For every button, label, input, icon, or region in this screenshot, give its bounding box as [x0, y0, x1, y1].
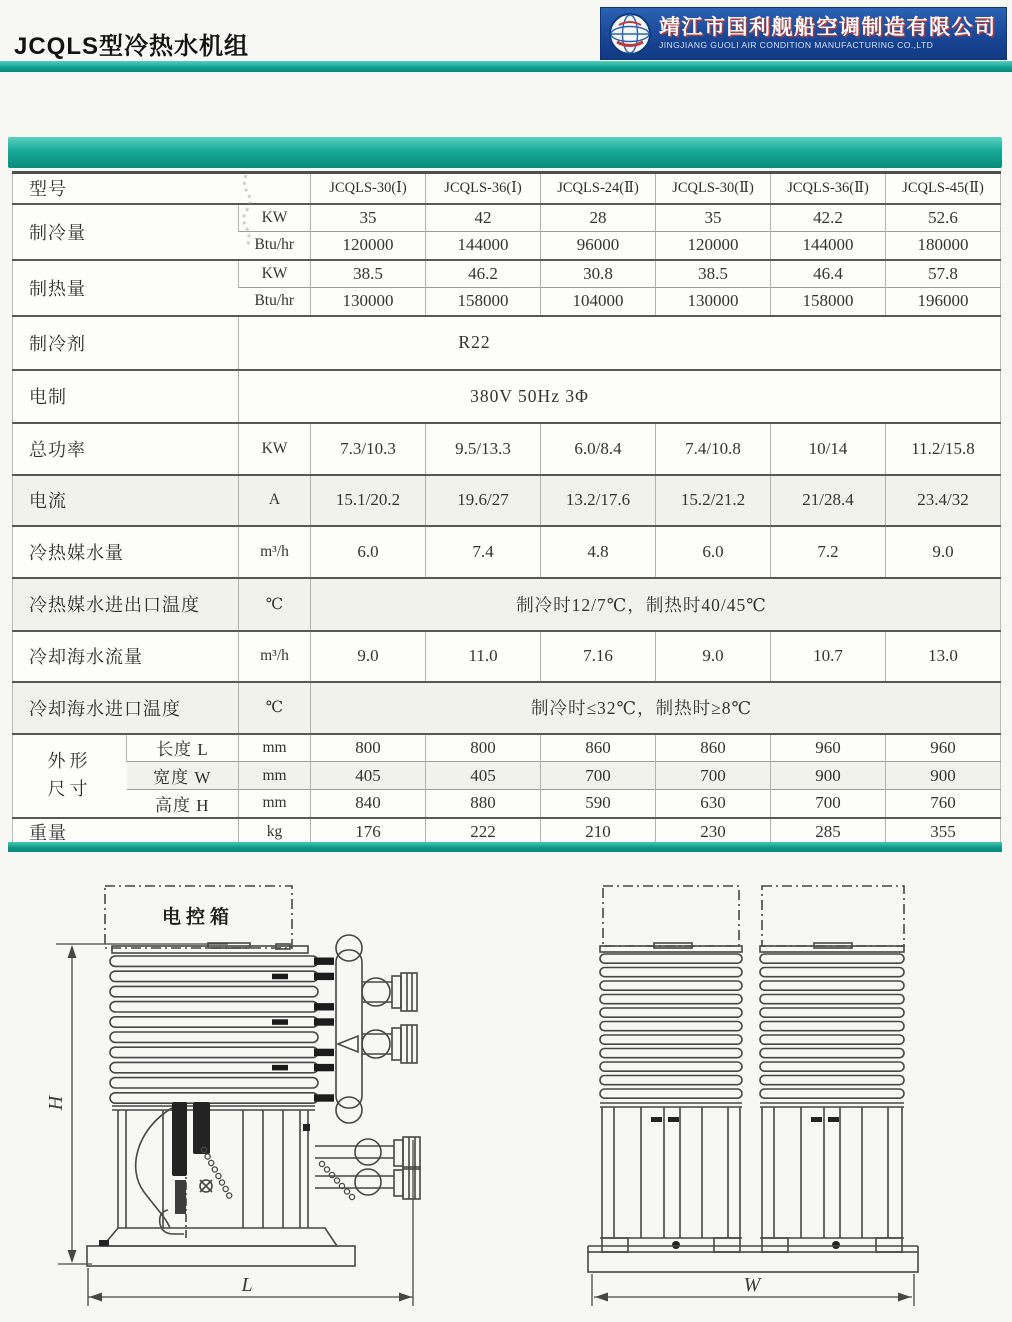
table-row	[13, 578, 1001, 631]
unit-cell: mm	[239, 734, 311, 762]
value-cell: 13.0	[886, 631, 1001, 682]
row-label: 制冷量	[13, 204, 239, 260]
chain-detail	[319, 1161, 354, 1199]
value-cell: 28	[541, 204, 656, 232]
row-label: 冷热媒水量	[13, 526, 239, 578]
company-logo-globe	[607, 11, 653, 57]
merged-value: R22	[239, 316, 1001, 370]
dimension-name: 高度 H	[127, 790, 239, 818]
table-row	[13, 204, 1001, 232]
value-cell: 15.1/20.2	[311, 475, 426, 526]
base-plate-lower	[87, 1246, 355, 1266]
model-header: JCQLS-30(Ⅱ)	[656, 173, 771, 204]
model-header: JCQLS-24(Ⅱ)	[541, 173, 656, 204]
table-row	[13, 316, 1001, 370]
value-cell: 11.2/15.8	[886, 423, 1001, 475]
value-cell: 23.4/32	[886, 475, 1001, 526]
value-cell: 800	[311, 734, 426, 762]
dim-label-w: W	[743, 1274, 761, 1296]
row-label: 重量	[13, 818, 239, 847]
value-cell: 7.16	[541, 631, 656, 682]
value-cell: 7.2	[771, 526, 886, 578]
company-banner	[600, 7, 1007, 60]
value-cell: 210	[541, 818, 656, 847]
table-row	[13, 762, 1001, 790]
scan-artifact	[236, 173, 256, 251]
value-cell: 405	[311, 762, 426, 790]
value-cell: 6.0	[311, 526, 426, 578]
unit-cell: Btu/hr	[239, 288, 311, 316]
base-plate-upper	[103, 1228, 337, 1246]
value-cell: 144000	[426, 232, 541, 260]
value-cell: 222	[426, 818, 541, 847]
row-label: 冷却海水进口温度	[13, 682, 239, 734]
table-row	[13, 173, 1001, 204]
frame-legs	[602, 1107, 902, 1238]
value-cell: 38.5	[311, 260, 426, 288]
unit-cell: KW	[239, 423, 311, 475]
value-cell: 15.2/21.2	[656, 475, 771, 526]
dim-label-h: H	[45, 1095, 67, 1111]
unit-cell: ℃	[239, 682, 311, 734]
value-cell: 405	[426, 762, 541, 790]
unit-cell: mm	[239, 762, 311, 790]
row-label: 总功率	[13, 423, 239, 475]
unit-cell: ℃	[239, 578, 311, 631]
value-cell: 7.4	[426, 526, 541, 578]
teal-band-above-table	[8, 137, 1002, 168]
teal-divider-top	[0, 61, 1012, 72]
spec-table	[12, 171, 1001, 848]
row-label: 冷热媒水进出口温度	[13, 578, 239, 631]
control-box-label: 电控箱	[161, 907, 235, 928]
technical-drawings	[0, 862, 1012, 1322]
value-cell: 6.0/8.4	[541, 423, 656, 475]
table-row	[13, 260, 1001, 288]
spec-table-wrap	[12, 171, 1000, 848]
row-label: 制热量	[13, 260, 239, 316]
value-cell: 19.6/27	[426, 475, 541, 526]
value-cell: 196000	[886, 288, 1001, 316]
value-cell: 57.8	[886, 260, 1001, 288]
value-cell: 6.0	[656, 526, 771, 578]
page-title: JCQLS型冷热水机组	[14, 33, 250, 60]
coil-tubes-front	[600, 954, 904, 1098]
value-cell: 52.6	[886, 204, 1001, 232]
table-row	[13, 526, 1001, 578]
value-cell: 46.4	[771, 260, 886, 288]
value-cell: 760	[886, 790, 1001, 818]
value-cell: 700	[541, 762, 656, 790]
front-view-drawing	[588, 886, 918, 1272]
value-cell: 7.4/10.8	[656, 423, 771, 475]
side-view-dimensions	[56, 944, 413, 1306]
teal-divider-bottom	[8, 842, 1002, 852]
value-cell: 10/14	[771, 423, 886, 475]
company-name-en: JINGJIANG GUOLI AIR CONDITION MANUFACTURING CO.,LTD	[659, 40, 934, 51]
row-label	[13, 734, 127, 818]
value-cell: 700	[656, 762, 771, 790]
row-label: 电流	[13, 475, 239, 526]
value-cell: 7.3/10.3	[311, 423, 426, 475]
value-cell: 21/28.4	[771, 475, 886, 526]
model-header: JCQLS-36(Ⅰ)	[426, 173, 541, 204]
dimension-name: 长度 L	[127, 734, 239, 762]
control-box-outline-front-right	[762, 886, 904, 946]
model-header-label: 型号	[29, 179, 67, 200]
merged-value: 380V 50Hz 3Φ	[239, 370, 1001, 423]
unit-cell: mm	[239, 790, 311, 818]
value-cell: 880	[426, 790, 541, 818]
value-cell: 860	[541, 734, 656, 762]
value-cell: 700	[771, 790, 886, 818]
unit-cell: m³/h	[239, 631, 311, 682]
value-cell: 158000	[426, 288, 541, 316]
value-cell: 120000	[656, 232, 771, 260]
dimension-name: 宽度 W	[127, 762, 239, 790]
value-cell: 46.2	[426, 260, 541, 288]
value-cell: 35	[656, 204, 771, 232]
value-cell: 158000	[771, 288, 886, 316]
value-cell: 590	[541, 790, 656, 818]
value-cell: 144000	[771, 232, 886, 260]
value-cell: 960	[771, 734, 886, 762]
value-cell: 9.0	[656, 631, 771, 682]
row-label-line: 外形	[47, 750, 92, 771]
model-header: JCQLS-36(Ⅱ)	[771, 173, 886, 204]
value-cell: 900	[886, 762, 1001, 790]
value-cell: 630	[656, 790, 771, 818]
value-cell: 900	[771, 762, 886, 790]
control-box-outline-front-left	[603, 886, 739, 946]
table-row	[13, 734, 1001, 762]
value-cell: 120000	[311, 232, 426, 260]
unit-cell: m³/h	[239, 526, 311, 578]
value-cell: 840	[311, 790, 426, 818]
value-cell: 180000	[886, 232, 1001, 260]
shared-base	[588, 1252, 918, 1272]
table-row	[13, 631, 1001, 682]
value-cell: 13.2/17.6	[541, 475, 656, 526]
company-names	[659, 17, 997, 50]
value-cell: 800	[426, 734, 541, 762]
value-cell: 11.0	[426, 631, 541, 682]
unit-cell: Btu/hr	[239, 232, 311, 260]
value-cell: 42	[426, 204, 541, 232]
model-header: JCQLS-30(Ⅰ)	[311, 173, 426, 204]
value-cell: 9.5/13.3	[426, 423, 541, 475]
value-cell: 285	[771, 818, 886, 847]
value-cell: 860	[656, 734, 771, 762]
value-cell: 4.8	[541, 526, 656, 578]
coil-tubes-side	[110, 956, 334, 1103]
unit-cell: KW	[239, 260, 311, 288]
dim-label-l: L	[241, 1274, 253, 1296]
value-cell: 960	[886, 734, 1001, 762]
model-header: JCQLS-45(Ⅱ)	[886, 173, 1001, 204]
value-cell: 176	[311, 818, 426, 847]
row-label: 冷却海水流量	[13, 631, 239, 682]
chain-detail	[201, 1147, 231, 1198]
value-cell: 355	[886, 818, 1001, 847]
value-cell: 130000	[311, 288, 426, 316]
merged-value: 制冷时12/7℃，制热时40/45℃	[311, 578, 1001, 631]
value-cell: 9.0	[886, 526, 1001, 578]
unit-cell: kg	[239, 818, 311, 847]
value-cell: 130000	[656, 288, 771, 316]
value-cell: 96000	[541, 232, 656, 260]
value-cell: 9.0	[311, 631, 426, 682]
company-name-cn: 靖江市国利舰船空调制造有限公司	[659, 15, 997, 39]
table-row	[13, 423, 1001, 475]
table-row	[13, 370, 1001, 423]
value-cell: 42.2	[771, 204, 886, 232]
row-label-line: 尺寸	[47, 778, 92, 799]
value-cell: 35	[311, 204, 426, 232]
compressor-block	[172, 1102, 187, 1176]
table-row	[13, 682, 1001, 734]
value-cell: 30.8	[541, 260, 656, 288]
row-label: 电制	[13, 370, 239, 423]
unit-cell: A	[239, 475, 311, 526]
side-view-drawing	[87, 886, 420, 1266]
value-cell: 38.5	[656, 260, 771, 288]
table-row	[13, 475, 1001, 526]
unit-cell: KW	[239, 204, 311, 232]
value-cell: 104000	[541, 288, 656, 316]
value-cell: 230	[656, 818, 771, 847]
merged-value: 制冷时≤32℃，制热时≥8℃	[311, 682, 1001, 734]
table-row	[13, 790, 1001, 818]
row-label: 制冷剂	[13, 316, 239, 370]
value-cell: 10.7	[771, 631, 886, 682]
